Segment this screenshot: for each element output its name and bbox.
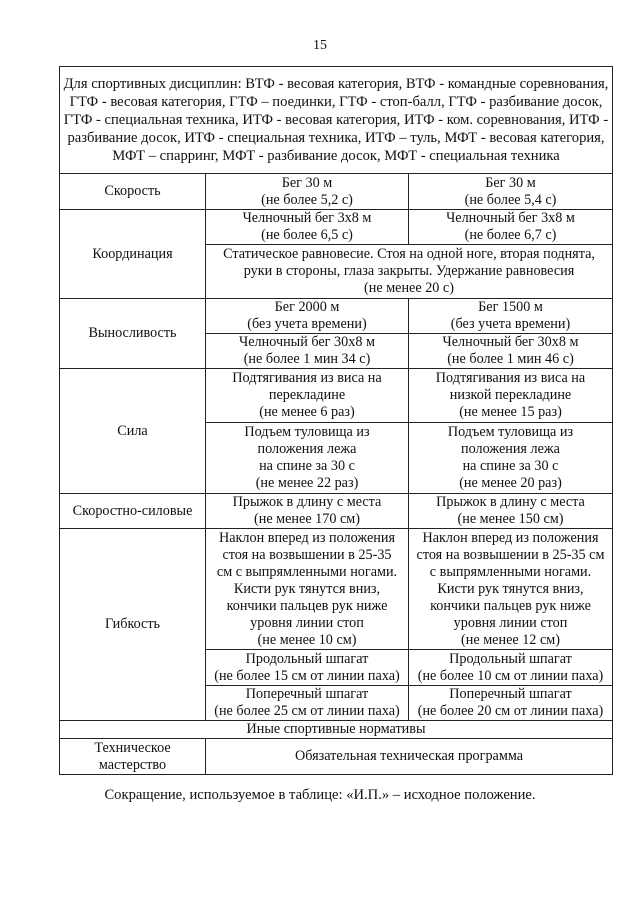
disciplines-header: Для спортивных дисциплин: ВТФ - весовая категория, ВТФ - командные соревнования, ГТФ - весовая категория, ГТФ – поединки, ГТФ - стоп-балл, ГТФ - разбивание досок, ГТФ - специальная техника, ИТФ - весовая категория, ИТФ - ком. соревнования, ИТФ - разбивание досок, ИТФ - специальная техника, ИТФ – туль, МФТ - весовая категория, МФТ – спарринг, МФТ - разбивание досок, МФТ - специальная техника (60, 67, 613, 174)
speed-col1 (206, 174, 409, 210)
text-line: Продольный шпагат (245, 650, 369, 667)
text-line: Прыжок в длину с места (232, 494, 382, 510)
text-line: уровня линии стоп (453, 614, 568, 631)
text-line: стоя на возвышении в 25-35 см (416, 546, 605, 563)
text-line: Подъем туловища из (447, 424, 574, 440)
speed-col2 (409, 174, 613, 210)
text-line: (не более 6,5 с) (261, 227, 353, 243)
speed-strength-col2 (409, 494, 613, 529)
other-norms-title: Иные спортивные нормативы (60, 721, 613, 739)
norms-table (59, 66, 613, 775)
strength-label: Сила (60, 369, 206, 494)
text-line: положения лежа (461, 441, 560, 457)
technique-label (60, 739, 206, 775)
text-line: (не более 25 см от линии паха) (214, 703, 400, 719)
text-line: Подтягивания из виса на (435, 370, 586, 386)
flexibility-label: Гибкость (60, 529, 206, 721)
text-line: (не более 5,2 с) (261, 191, 353, 208)
coordination-shuttle-col2 (409, 210, 613, 245)
text-line: (не более 6,7 с) (464, 227, 557, 243)
text-line: (не менее 20 раз) (459, 475, 562, 491)
text-line: на спине за 30 с (462, 458, 559, 474)
text-line: Поперечный шпагат (245, 686, 369, 702)
flexibility-cross-split-col1 (206, 686, 409, 721)
other-norms-row (60, 721, 613, 739)
flexibility-bend-col1 (206, 529, 409, 650)
strength-row (60, 369, 613, 423)
text-line: Кисти рук тянутся вниз, (437, 580, 584, 597)
speed-strength-row (60, 494, 613, 529)
text-line: Подтягивания из виса на (232, 370, 382, 386)
text-line: положения лежа (257, 441, 357, 457)
flexibility-row (60, 529, 613, 650)
text-line: Бег 30 м (485, 174, 536, 191)
flexibility-cross-split-col2 (409, 686, 613, 721)
endurance-label: Выносливость (60, 299, 206, 369)
text-line: (не более 20 см от линии паха) (417, 703, 604, 719)
text-line: мастерство (98, 756, 167, 773)
text-line: (не менее 10 см) (257, 631, 357, 648)
endurance-row (60, 299, 613, 334)
speed-label: Скорость (60, 174, 206, 210)
text-line: кончики пальцев рук ниже (226, 597, 388, 614)
text-line: Прыжок в длину с места (436, 494, 585, 510)
text-line: (не более 1 мин 34 с) (243, 351, 371, 367)
text-line: низкой перекладине (449, 387, 572, 403)
text-line: Челночный бег 3х8 м (242, 210, 372, 226)
text-line: Челночный бег 30х8 м (239, 334, 375, 350)
text-line: Продольный шпагат (449, 650, 572, 667)
flexibility-long-split-col2 (409, 650, 613, 686)
text-line: Наклон вперед из положения (219, 529, 395, 546)
text-line: Статическое равновесие. Стоя на одной ноге, вторая поднята, (223, 246, 595, 262)
strength-situp-col2 (409, 423, 613, 494)
strength-situp-col1 (206, 423, 409, 494)
text-line: Бег 2000 м (274, 299, 340, 315)
text-line: см с выпрямленными ногами. (216, 563, 398, 580)
text-line: Бег 30 м (281, 174, 333, 191)
footnote: Сокращение, используемое в таблице: «И.П.» – исходное положение. (104, 787, 536, 803)
coordination-shuttle-col1 (206, 210, 409, 245)
text-line: руки в стороны, глаза закрыты. Удержание равновесия (243, 263, 575, 279)
speed-strength-col1 (206, 494, 409, 529)
text-line: Кисти рук тянутся вниз, (233, 580, 381, 597)
coordination-row (60, 210, 613, 245)
text-line: Поперечный шпагат (449, 686, 572, 702)
text-line: (не более 15 см от линии паха) (214, 667, 400, 684)
coordination-balance (206, 245, 613, 299)
speed-strength-label: Скоростно-силовые (60, 494, 206, 529)
text-line: перекладине (268, 387, 346, 403)
coordination-label: Координация (60, 210, 206, 299)
text-line: (не менее 20 с) (364, 280, 454, 296)
text-line: (не менее 12 см) (461, 631, 560, 648)
text-line: (не менее 150 см) (457, 511, 564, 527)
strength-pullup-col1 (206, 369, 409, 423)
endurance-shuttle-col2 (409, 334, 613, 369)
text-line: (не менее 15 раз) (459, 404, 562, 420)
text-line: (не более 5,4 с) (464, 191, 557, 208)
text-line: Бег 1500 м (478, 299, 543, 315)
text-line: (не менее 6 раз) (259, 404, 355, 420)
header-row (60, 67, 613, 174)
technique-row (60, 739, 613, 775)
text-line: (не менее 170 см) (254, 511, 360, 527)
text-line: (не менее 22 раз) (255, 475, 359, 491)
text-line: (не более 1 мин 46 с) (447, 351, 574, 367)
text-line: стоя на возвышении в 25-35 (222, 546, 392, 563)
page-number: 15 (313, 38, 327, 53)
endurance-run-col1 (206, 299, 409, 334)
endurance-run-col2 (409, 299, 613, 334)
strength-pullup-col2 (409, 369, 613, 423)
technique-value: Обязательная техническая программа (206, 739, 613, 775)
text-line: Челночный бег 3х8 м (446, 210, 575, 226)
flexibility-bend-col2 (409, 529, 613, 650)
speed-row (60, 174, 613, 210)
text-line: Наклон вперед из положения (422, 529, 599, 546)
text-line: Техническое (94, 739, 171, 756)
text-line: на спине за 30 с (259, 458, 355, 474)
endurance-shuttle-col1 (206, 334, 409, 369)
text-line: уровня линии стоп (250, 614, 364, 631)
text-line: Челночный бег 30х8 м (442, 334, 579, 350)
text-line: Подъем туловища из (244, 424, 370, 440)
text-line: с выпрямленными ногами. (429, 563, 592, 580)
text-line: (без учета времени) (450, 316, 571, 332)
flexibility-long-split-col1 (206, 650, 409, 686)
text-line: (не более 10 см от линии паха) (417, 667, 604, 684)
text-line: кончики пальцев рук ниже (430, 597, 591, 614)
text-line: (без учета времени) (247, 316, 367, 332)
